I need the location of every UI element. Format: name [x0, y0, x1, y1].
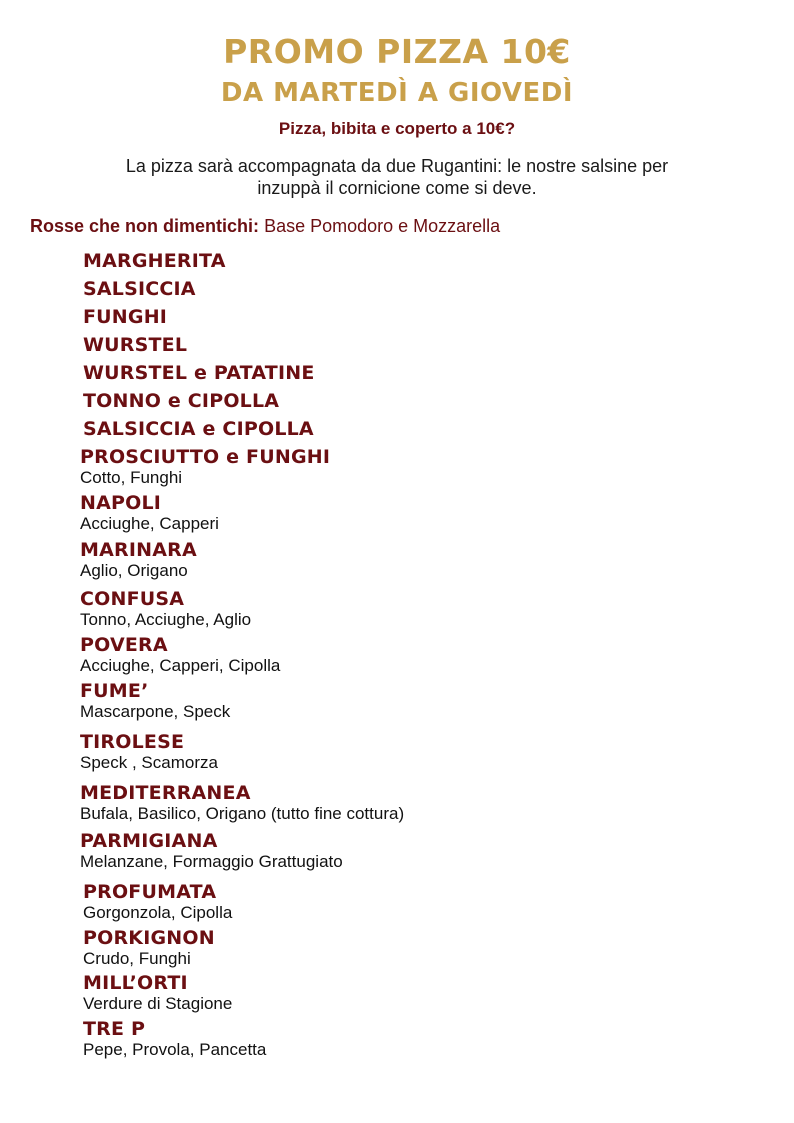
item-ingredients: Acciughe, Capperi, Cipolla — [80, 656, 281, 675]
item-name: POVERA — [80, 634, 168, 656]
menu-item — [83, 362, 315, 384]
menu-item — [80, 634, 280, 676]
item-name: CONFUSA — [80, 588, 185, 610]
item-name: MILL’ORTI — [83, 972, 188, 994]
promo-title: PROMO PIZZA 10€ — [223, 32, 571, 71]
menu-item — [80, 588, 251, 630]
item-ingredients: Verdure di Stagione — [83, 994, 233, 1013]
menu-item — [80, 830, 343, 872]
item-name: SALSICCIA e CIPOLLA — [83, 418, 314, 440]
intro-line-1: La pizza sarà accompagnata da due Rugantini: le nostre salsine per — [125, 156, 669, 176]
item-name: WURSTEL e PATATINE — [83, 362, 315, 384]
item-name: FUNGHI — [83, 306, 168, 328]
item-name: MARGHERITA — [83, 250, 226, 272]
section-header — [30, 214, 500, 238]
promo-intro — [40, 155, 754, 199]
menu-item — [80, 492, 219, 534]
item-ingredients: Gorgonzola, Cipolla — [83, 903, 233, 922]
item-ingredients: Crudo, Funghi — [83, 949, 191, 968]
item-name: PROSCIUTTO e FUNGHI — [80, 446, 331, 468]
section-description: Base Pomodoro e Mozzarella — [264, 216, 501, 236]
menu-item — [83, 390, 279, 412]
item-ingredients: Aglio, Origano — [80, 561, 188, 580]
menu-item — [83, 1018, 266, 1060]
intro-line-2: inzuppà il cornicione come si deve. — [257, 178, 537, 198]
item-name: SALSICCIA — [83, 278, 196, 300]
item-ingredients: Bufala, Basilico, Origano (tutto fine cottura) — [80, 804, 405, 823]
item-ingredients: Melanzane, Formaggio Grattugiato — [80, 852, 343, 871]
item-ingredients: Tonno, Acciughe, Aglio — [80, 610, 252, 629]
item-name: TRE P — [83, 1018, 146, 1040]
menu-item — [83, 250, 226, 272]
promo-days: DA MARTEDÌ A GIOVEDÌ — [220, 78, 574, 108]
menu-item — [80, 680, 230, 722]
item-ingredients: Mascarpone, Speck — [80, 702, 231, 721]
menu-item — [80, 782, 404, 824]
menu-item — [83, 278, 196, 300]
menu-item — [80, 539, 197, 581]
menu-item — [83, 418, 314, 440]
item-name: MEDITERRANEA — [80, 782, 251, 804]
menu-item — [83, 881, 232, 923]
item-ingredients: Pepe, Provola, Pancetta — [83, 1040, 267, 1059]
item-name: MARINARA — [80, 539, 197, 561]
item-ingredients: Acciughe, Capperi — [80, 514, 219, 533]
menu-item — [83, 334, 187, 356]
menu-item — [80, 446, 330, 488]
item-name: TIROLESE — [80, 731, 185, 753]
section-label: Rosse che non dimentichi: — [30, 216, 260, 236]
item-ingredients: Cotto, Funghi — [80, 468, 183, 487]
menu-item — [80, 731, 218, 773]
item-name: FUME’ — [80, 680, 149, 702]
item-name: PORKIGNON — [83, 927, 215, 949]
item-name: WURSTEL — [83, 334, 188, 356]
menu-item — [83, 972, 232, 1014]
item-name: TONNO e CIPOLLA — [83, 390, 280, 412]
item-name: PARMIGIANA — [80, 830, 218, 852]
menu-item — [83, 306, 167, 328]
item-name: PROFUMATA — [83, 881, 217, 903]
promo-subtitle: Pizza, bibita e coperto a 10€? — [278, 119, 516, 138]
item-name: NAPOLI — [80, 492, 162, 514]
item-ingredients: Speck , Scamorza — [80, 753, 218, 772]
menu-item — [83, 927, 215, 969]
